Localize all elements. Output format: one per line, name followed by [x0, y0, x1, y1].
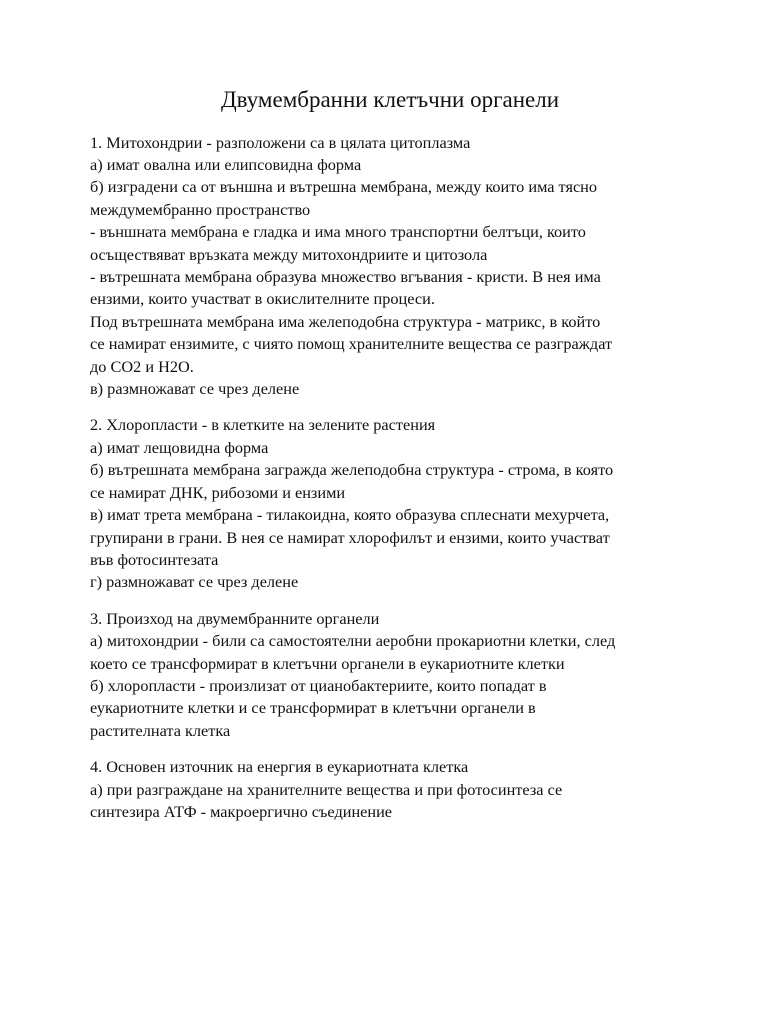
section-4	[90, 756, 690, 823]
text-line: в) имат трета мембрана - тилакоидна, която образува сплеснати мехурчета,	[90, 505, 610, 525]
section-1	[90, 132, 690, 401]
text-line: Под вътрешната мембрана има желеподобна структура - матрикс, в който	[90, 311, 601, 331]
text-line: се намират ензимите, с чиято помощ хранителните вещества се разграждат	[90, 334, 613, 354]
text-line: - вътрешната мембрана образува множество вгъвания - кристи. В нея има	[90, 267, 601, 287]
text-line: ензими, които участват в окислителните процеси.	[90, 289, 435, 309]
text-line: растителната клетка	[90, 720, 231, 740]
section-heading: 1. Митохондрии - разположени са в цялата цитоплазма	[90, 132, 471, 152]
text-line: еукариотните клетки и се трансформират в клетъчни органели в	[90, 698, 536, 718]
section-2	[90, 414, 690, 593]
text-line: б) изградени са от външна и вътрешна мембрана, между които има тясно	[90, 177, 598, 197]
text-line: във фотосинтезата	[90, 549, 219, 569]
text-line: а) имат овална или елипсовидна форма	[90, 155, 362, 174]
text-line: в) размножават се чрез делене	[90, 379, 300, 399]
text-line: г) размножават се чрез делене	[90, 572, 299, 592]
text-line: осъществяват връзката между митохондриите и цитозола	[90, 244, 488, 264]
document-title: Двумембранни клетъчни органели	[220, 87, 560, 112]
text-line: синтезира АТФ - макроергично съединение	[90, 801, 393, 821]
text-line: групирани в грани. В нея се намират хлорофилът и ензими, които участват	[90, 527, 610, 547]
document-page	[90, 86, 690, 837]
text-line: б) вътрешната мембрана загражда желеподобна структура - строма, в която	[90, 460, 614, 480]
text-line: се намират ДНК, рибозоми и ензими	[90, 482, 346, 502]
section-heading: 3. Произход на двумембранните органели	[90, 608, 380, 628]
document-body	[90, 132, 690, 824]
text-line: б) хлоропласти - произлизат от цианобактериите, които попадат в	[90, 675, 547, 695]
text-line: а) митохондрии - били са самостоятелни аеробни прокариотни клетки, след	[90, 631, 616, 651]
section-heading: 2. Хлоропласти - в клетките на зелените растения	[90, 415, 436, 435]
text-line: а) имат лещовидна форма	[90, 437, 269, 457]
text-line: което се трансформират в клетъчни органели в еукариотните клетки	[90, 653, 565, 673]
text-line: междумембранно пространство	[90, 199, 311, 219]
text-line: до CO2 и H2O.	[90, 356, 194, 376]
section-3	[90, 608, 690, 742]
text-line: - външната мембрана е гладка и има много транспортни белтъци, които	[90, 222, 586, 242]
section-heading: 4. Основен източник на енергия в еукариотната клетка	[90, 757, 469, 777]
text-line: а) при разграждане на хранителните вещества и при фотосинтеза се	[90, 779, 563, 799]
